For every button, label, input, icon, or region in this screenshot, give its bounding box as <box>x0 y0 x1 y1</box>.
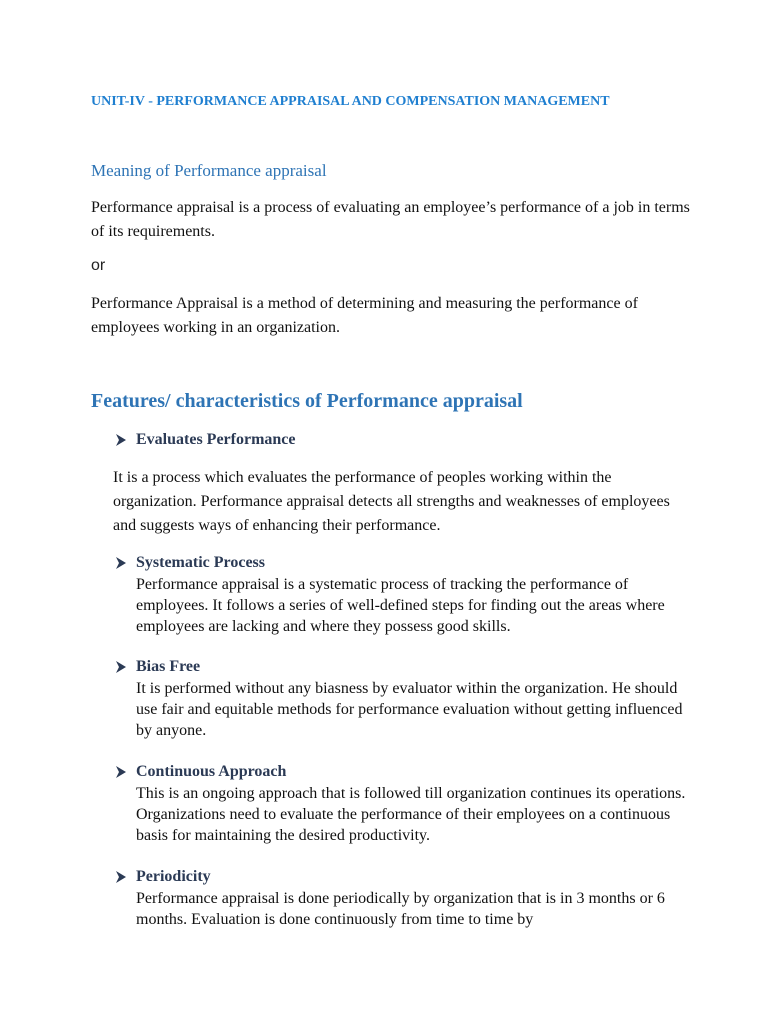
feature-body: Performance appraisal is a systematic process of tracking the performance of employees. It follows a series of well-defined steps for finding out the areas where employees are lacking and where they possess good skills. <box>136 576 665 635</box>
feature-title: Bias Free <box>136 658 201 675</box>
feature-body: Performance appraisal is done periodically by organization that is in 3 months or 6 months. Evaluation is done continuously from time to time by <box>136 890 665 928</box>
feature-item-evaluates-performance <box>115 431 296 449</box>
or-separator: or <box>91 257 106 274</box>
arrow-right-icon <box>115 660 127 674</box>
feature-item-bias-free <box>115 658 200 676</box>
features-heading: Features/ characteristics of Performance appraisal <box>91 390 523 412</box>
feature-title: Evaluates Performance <box>136 431 296 448</box>
arrow-right-icon <box>115 556 127 570</box>
unit-title: UNIT-IV - PERFORMANCE APPRAISAL AND COMPENSATION MANAGEMENT <box>91 94 610 109</box>
feature-item-continuous-approach <box>115 763 286 781</box>
feature-body: This is an ongoing approach that is followed till organization continues its operations. Organizations need to evaluate the performance of their employees on a continuous basis for maintaining the desired productivity. <box>136 785 686 844</box>
feature-title: Continuous Approach <box>136 763 287 780</box>
feature-title: Systematic Process <box>136 554 265 571</box>
arrow-right-icon <box>115 765 127 779</box>
feature-item-periodicity <box>115 868 211 886</box>
feature-item-systematic-process <box>115 554 265 572</box>
definition-paragraph-1: Performance appraisal is a process of evaluating an employee’s performance of a job in terms of its requirements. <box>91 199 690 240</box>
feature-body: It is performed without any biasness by evaluator within the organization. He should use fair and equitable methods for performance evaluation without getting influenced by anyone. <box>136 680 683 739</box>
feature-title: Periodicity <box>136 868 211 885</box>
arrow-right-icon <box>115 870 127 884</box>
arrow-right-icon <box>115 433 127 447</box>
feature-body: It is a process which evaluates the performance of peoples working within the organization. Performance appraisal detects all strengths and weaknesses of employees and suggests ways of enhancing their performance. <box>113 469 670 534</box>
definition-paragraph-2: Performance Appraisal is a method of determining and measuring the performance of employees working in an organization. <box>91 295 638 336</box>
meaning-heading: Meaning of Performance appraisal <box>91 161 327 180</box>
